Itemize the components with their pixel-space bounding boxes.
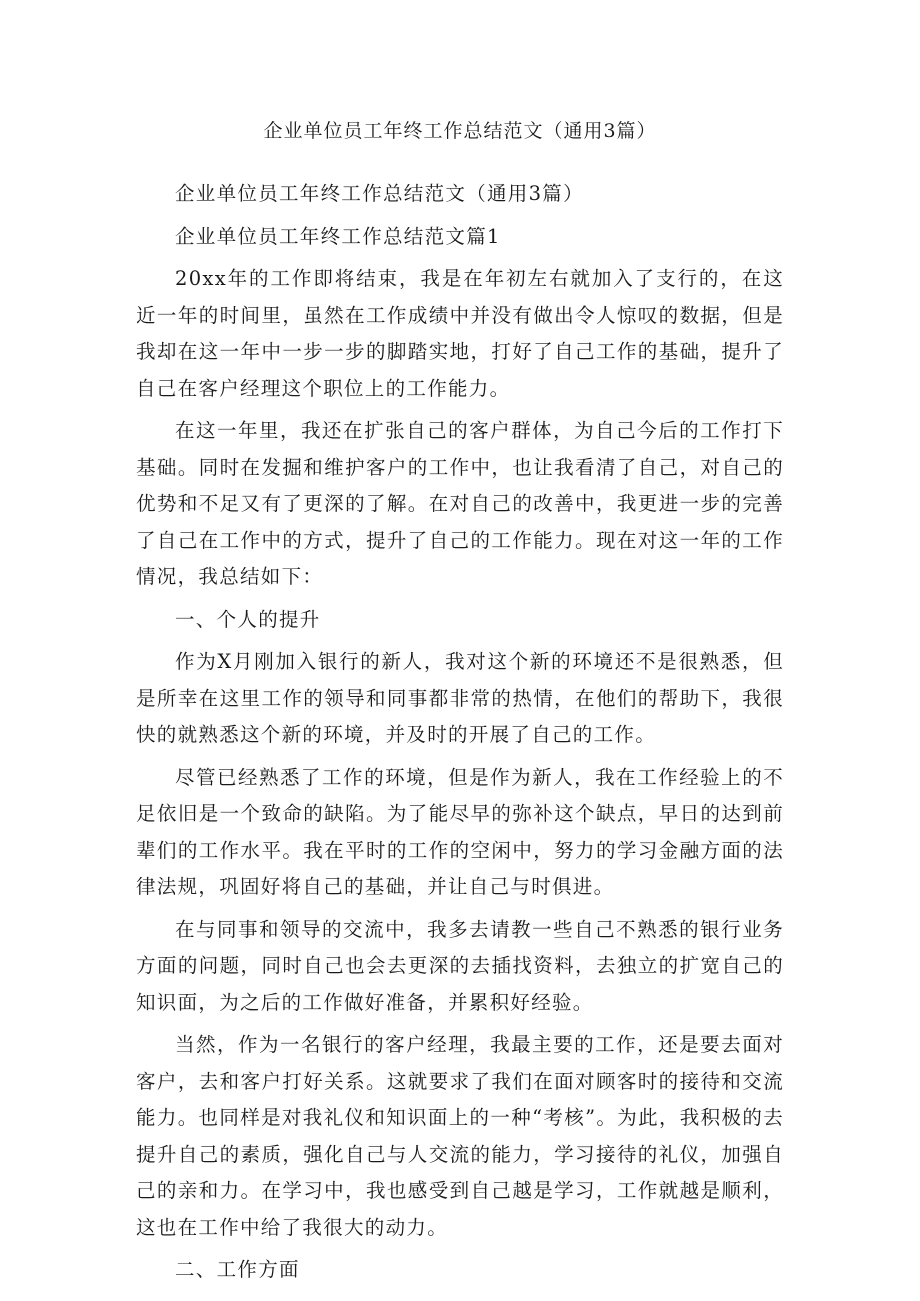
document-body (136, 176, 784, 1295)
heading-personal-improvement: 一、个人的提升 (175, 607, 321, 631)
paragraph-learning: 在与同事和领导的交流中，我多去请教一些自己不熟悉的银行业务方面的问题，同时自己也会去更深的去插找资料，去独立的扩宽自己的知识面，为之后的工作做好准备，并累积好经验。 (136, 917, 784, 1014)
document-subtitle: 企业单位员工年终工作总结范文（通用3篇） (175, 182, 584, 205)
paragraph-summary: 在这一年里，我还在扩张自己的客户群体，为自己今后的工作打下基础。同时在发掘和维护客户的工作中，也让我看清了自己，对自己的优势和不足又有了更深的了解。在对自己的改善中，我更进一步的完善了自己在工作中的方式，提升了自己的工作能力。现在对这一年的工作情况，我总结如下： (136, 419, 784, 588)
document-title: 企业单位员工年终工作总结范文（通用3篇） (263, 120, 657, 142)
section-title: 企业单位员工年终工作总结范文篇1 (175, 224, 501, 248)
paragraph-intro: 20xx年的工作即将结束，我是在年初左右就加入了支行的，在这近一年的时间里，虽然在工作成绩中并没有做出令人惊叹的数据，但是我却在这一年中一步一步的脚踏实地，打好了自己工作的基础，提升了自己在客户经理这个职位上的工作能力。 (136, 267, 784, 400)
heading-work-aspects: 二、工作方面 (175, 1258, 300, 1281)
paragraph-new-environment: 作为X月刚加入银行的新人，我对这个新的环境还不是很熟悉，但是所幸在这里工作的领导和同事都非常的热情，在他们的帮助下，我很快的就熟悉这个新的环境，并及时的开展了自己的工作。 (136, 650, 784, 746)
paragraph-customer-relations: 当然，作为一名银行的客户经理，我最主要的工作，还是要去面对客户，去和客户打好关系。这就要求了我们在面对顾客时的接待和交流能力。也同样是对我礼仪和知识面上的一种“考核”。为此，我积极的去提升自己的素质，强化自己与人交流的能力，学习接待的礼仪，加强自己的亲和力。在学习中，我也感受到自己越是学习，工作就越是顺利，这也在工作中给了我很大的动力。 (136, 1033, 784, 1239)
paragraph-experience: 尽管已经熟悉了工作的环境，但是作为新人，我在工作经验上的不足依旧是一个致命的缺陷。为了能尽早的弥补这个缺点，早日的达到前辈们的工作水平。我在平时的工作的空闲中，努力的学习金融方面的法律法规，巩固好将自己的基础，并让自己与时俱进。 (136, 765, 784, 898)
